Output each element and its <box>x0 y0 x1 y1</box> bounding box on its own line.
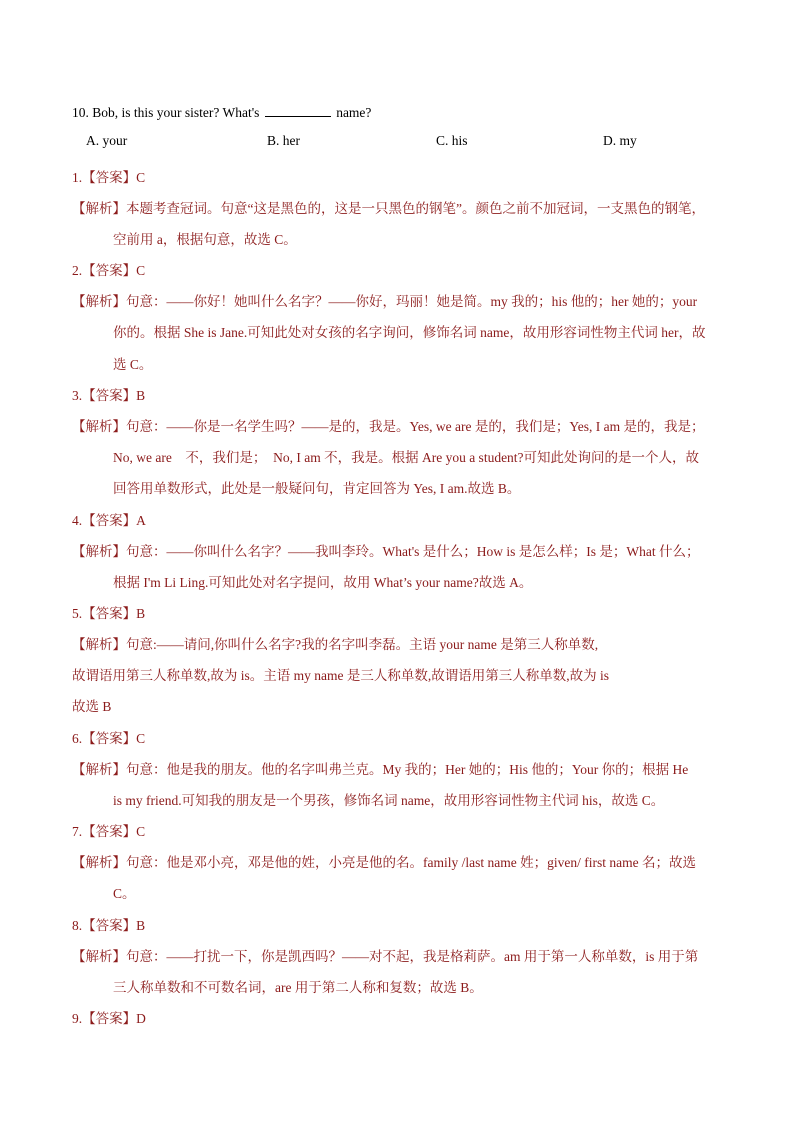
answer-4-analysis-line: 【解析】句意：——你叫什么名字？——我叫李玲。What's 是什么；How is 是怎么样；Is 是；What 什么； <box>72 544 700 559</box>
answer-2-analysis-line: 【解析】句意：——你好！她叫什么名字？——你好，玛丽！她是简。my 我的；his 他的；her 她的；your <box>72 294 698 309</box>
question-10-text: 10. Bob, is this your sister? What's <box>72 105 260 120</box>
answer-7-analysis-line: C。 <box>113 886 136 901</box>
answer-2-analysis-line: 你的。根据 She is Jane.可知此处对女孩的名字询问，修饰名词 name，故用形容词性物主代词 her，故 <box>113 325 706 340</box>
answer-5-analysis-line: 故选 B <box>72 699 112 714</box>
option-b: B. her <box>267 133 300 148</box>
answer-2-analysis-line: 选 C。 <box>113 357 153 372</box>
option-c: C. his <box>436 133 468 148</box>
answer-5-analysis-line: 故谓语用第三人称单数,故为 is。主语 my name 是三人称单数,故谓语用第三人称单数,故为 is <box>72 668 609 683</box>
answer-4-analysis-line: 根据 I'm Li Ling.可知此处对名字提问，故用 What’s your name?故选 A。 <box>113 575 533 590</box>
answer-8-analysis-line: 【解析】句意：——打扰一下，你是凯西吗？——对不起，我是格莉萨。am 用于第一人称单数，is 用于第 <box>72 949 699 964</box>
answer-8-analysis-line: 三人称单数和不可数名词，are 用于第二人称和复数；故选 B。 <box>113 980 483 995</box>
answer-8-head: 8.【答案】B <box>72 918 146 933</box>
answer-3-analysis-line: No, we are 不，我们是； No, I am 不，我是。根据 Are you a student?可知此处询问的是一个人，故 <box>113 450 700 465</box>
answer-3-analysis-line: 回答用单数形式，此处是一般疑问句，肯定回答为 Yes, I am.故选 B。 <box>113 481 521 496</box>
answer-6-analysis-line: is my friend.可知我的朋友是一个男孩，修饰名词 name，故用形容词性物主代词 his，故选 C。 <box>113 793 665 808</box>
answer-3-head: 3.【答案】B <box>72 388 146 403</box>
answer-3-analysis-line: 【解析】句意：——你是一名学生吗？——是的，我是。Yes, we are 是的，我们是；Yes, I am 是的，我是； <box>72 419 705 434</box>
answer-5-head: 5.【答案】B <box>72 606 146 621</box>
answer-6-analysis-line: 【解析】句意：他是我的朋友。他的名字叫弗兰克。My 我的；Her 她的；His 他的；Your 你的；根据 He <box>72 762 689 777</box>
option-a: A. your <box>86 133 128 148</box>
answer-9-head: 9.【答案】D <box>72 1011 146 1026</box>
option-d: D. my <box>603 133 637 148</box>
answer-1-analysis-line: 空前用 a，根据句意，故选 C。 <box>113 232 297 247</box>
answer-7-analysis-line: 【解析】句意：他是邓小亮，邓是他的姓，小亮是他的名。family /last name 姓；given/ first name 名；故选 <box>72 855 696 870</box>
answer-2-head: 2.【答案】C <box>72 263 146 278</box>
answer-7-head: 7.【答案】C <box>72 824 146 839</box>
answer-4-head: 4.【答案】A <box>72 513 146 528</box>
answer-1-head: 1.【答案】C <box>72 170 146 185</box>
answer-6-head: 6.【答案】C <box>72 731 146 746</box>
answer-blank <box>265 104 331 117</box>
question-10-text-end: name? <box>336 105 372 120</box>
answer-1-analysis-line: 【解析】本题考查冠词。句意“这是黑色的，这是一只黑色的钢笔”。颜色之前不加冠词，一支黑色的钢笔， <box>72 201 705 216</box>
question-10-stem <box>72 104 371 121</box>
answer-5-analysis-line: 【解析】句意:——请问,你叫什么名字?我的名字叫李磊。主语 your name 是第三人称单数, <box>72 637 599 652</box>
